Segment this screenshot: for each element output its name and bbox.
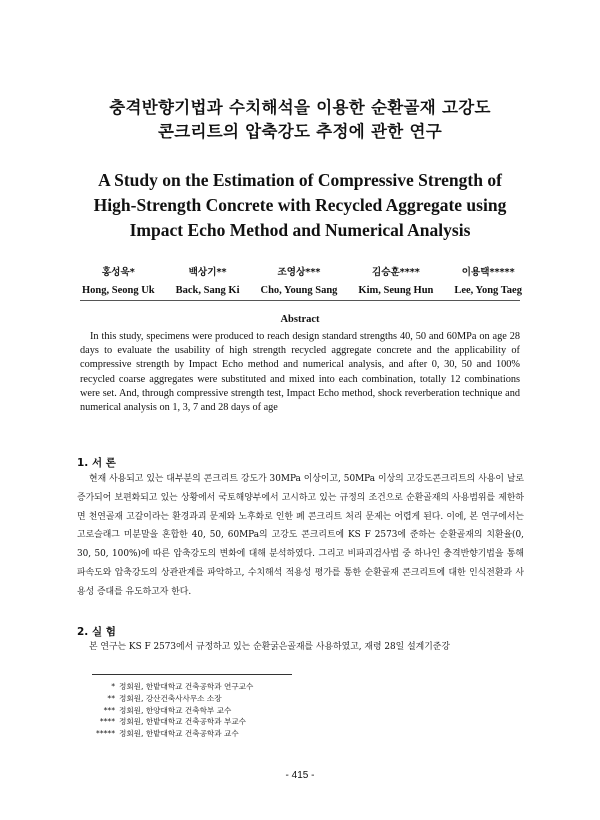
footnote-text: 정회원, 강산건축사사무소 소장 [119, 693, 222, 703]
korean-title [40, 96, 560, 144]
english-title-line-2: High-Strength Concrete with Recycled Aggregate using [93, 195, 507, 215]
author-list [82, 266, 522, 298]
author-name-en: Back, Sang Ki [175, 285, 240, 296]
section-2-heading: 2. 실 험 [77, 626, 116, 638]
author-2 [176, 266, 240, 298]
author-name-ko: 백상기** [188, 267, 227, 278]
korean-title-line-1: 충격반향기법과 수치해석을 이용한 순환골재 고강도 [109, 98, 491, 117]
author-name-en: Cho, Young Sang [260, 285, 338, 296]
author-name-ko: 홍성욱* [101, 267, 135, 278]
author-1 [82, 266, 155, 298]
author-5 [454, 266, 522, 298]
author-4 [358, 266, 433, 298]
section-1-text: 현재 사용되고 있는 대부분의 콘크리트 강도가 30MPa 이상이고, 50MPa 이상의 고강도콘크리트의 사용이 날로 증가되어 보편화되고 있는 상황에서 국토해양부에서 고시하고 있는 규정의 조건으로 순환골재의 사용범위를 제한하면 천연골재 고갈이라는 환경과괴 문제와 노후화로 인한 폐 콘크리트 처리 문제는 어렵게 된다. 이에, 본 연구에서는 고로슬래그 미분말을 혼합한 40, 50, 60MPa의 고강도 콘크리트에 KS F 2573에 준하는 순환골재의 치환율(0, 30, 50, 100%)에 따른 압축강도의 변화에 대해 분석하였다. 그리고 비파괴검사법 중 하나인 충격반향기법을 통해 파속도와 압축강도의 상관관계를 파악하고, 수치해석 적용성 평가를 통한 순환골재 콘크리트에 대한 인식전환과 사용성 증대를 유도하고자 한다. [77, 474, 524, 597]
footnote-item [60, 728, 360, 740]
korean-title-line-2: 콘크리트의 압축강도 추정에 관한 연구 [157, 122, 442, 141]
english-title [40, 168, 560, 243]
english-title-line-3: Impact Echo Method and Numerical Analysis [129, 220, 471, 240]
english-title-line-1: A Study on the Estimation of Compressive Strength of [98, 170, 502, 190]
abstract-heading: Abstract [280, 314, 320, 325]
author-3 [261, 266, 338, 298]
author-name-en: Kim, Seung Hun [358, 285, 434, 296]
footnote-mark: ***** [96, 729, 115, 739]
footnote-mark: ** [107, 693, 115, 703]
footnote-item [60, 705, 360, 717]
footnote-mark: **** [99, 717, 115, 727]
section-2-text: 본 연구는 KS F 2573에서 규정하고 있는 순환굵은골재를 사용하였고, 재령 28일 설계기준강 [89, 642, 450, 652]
author-name-ko: 이용택***** [461, 267, 515, 278]
footnote-divider [92, 674, 292, 675]
author-name-ko: 조영상*** [277, 267, 321, 278]
footnote-item [60, 693, 360, 705]
header-divider [80, 300, 520, 301]
author-name-ko: 김승훈**** [371, 267, 420, 278]
footnote-mark: *** [103, 705, 115, 715]
abstract-text: In this study, specimens were produced to reach design standard strengths 40, 50 and 60MPa on age 28 days to evaluate the usability of high strength recycled aggregate concrete and the applicability of compressive strength by Impact Echo method and numerical analysis, and after 0, 30, 50 and 100% recycled coarse aggregates were substituted and mixed into each combination, totally 12 combinations were set. And, through compressive strength test, Impact Echo method, shock reverberation technique and numerical analysis on 1, 3, 7 and 28 days of age [80, 331, 520, 414]
footnote-item [60, 716, 360, 728]
footnote-list [60, 681, 360, 740]
section-1-heading: 1. 서 론 [77, 457, 116, 469]
footnote-text: 정회원, 한밭대학교 건축공학과 부교수 [119, 717, 247, 727]
footnote-text: 정회원, 한양대학교 건축학부 교수 [119, 705, 232, 715]
footnote-mark: * [111, 682, 115, 691]
footnote-text: 정회원, 한밭대학교 건축공학과 연구교수 [119, 682, 254, 691]
footnote-text: 정회원, 한밭대학교 건축공학과 교수 [119, 729, 239, 739]
footnote-item [60, 681, 360, 693]
page-number: - 415 - [285, 770, 315, 781]
author-name-en: Hong, Seong Uk [82, 285, 155, 296]
author-name-en: Lee, Yong Taeg [454, 285, 522, 296]
